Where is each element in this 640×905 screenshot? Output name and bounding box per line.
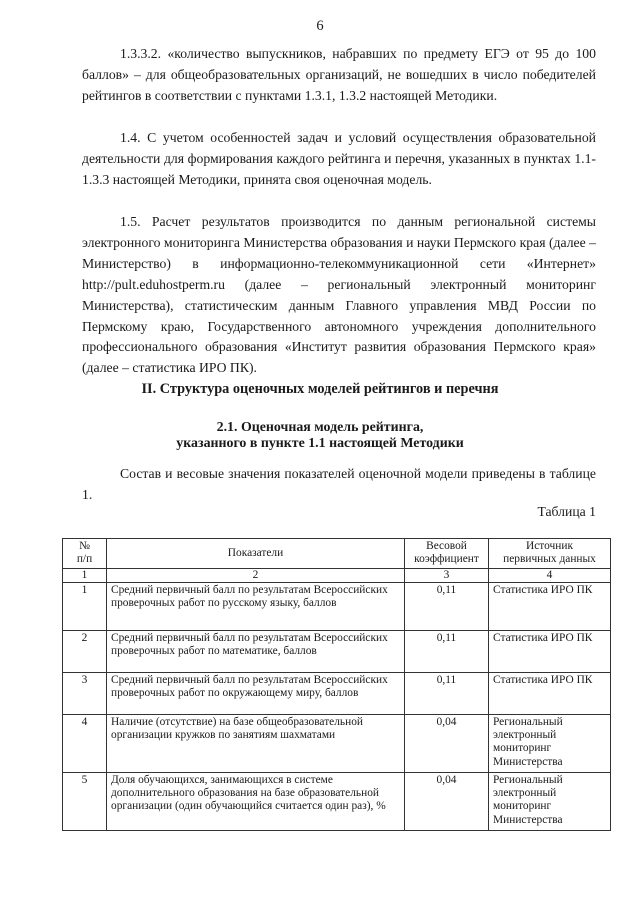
row-number: 4 — [63, 714, 107, 772]
row-source: Статистика ИРО ПК — [489, 582, 611, 630]
row-source: Статистика ИРО ПК — [489, 672, 611, 714]
row-indicator: Доля обучающихся, занимающихся в системе дополнительного образования на базе образовательной организации (один обучающийся считается один раз), % — [107, 772, 405, 830]
intro-text: Состав и весовые значения показателей оценочной модели приведены в таблице 1. — [82, 466, 596, 502]
table-row — [63, 672, 611, 714]
header-source-line-1: Источник — [526, 540, 573, 552]
table-row — [63, 630, 611, 672]
header-number-line-1: № — [79, 540, 90, 552]
row-weight: 0,04 — [405, 714, 489, 772]
subsection-heading — [0, 420, 640, 452]
header-source-line-2: первичных данных — [503, 553, 596, 566]
row-weight: 0,11 — [405, 672, 489, 714]
row-indicator: Средний первичный балл по результатам Всероссийских проверочных работ по окружающему миру, баллов — [107, 672, 405, 714]
row-number: 1 — [63, 582, 107, 630]
row-weight: 0,11 — [405, 582, 489, 630]
row-number: 2 — [63, 630, 107, 672]
row-indicator: Средний первичный балл по результатам Всероссийских проверочных работ по математике, баллов — [107, 630, 405, 672]
paragraph-1-5 — [82, 212, 596, 379]
indicators-table — [62, 538, 611, 831]
column-number-row — [63, 568, 611, 582]
table-header-row — [63, 539, 611, 569]
header-indicator: Показатели — [107, 539, 405, 569]
table-row — [63, 714, 611, 772]
row-source: Региональный электронный мониторинг Министерства — [489, 772, 611, 830]
page-number: 6 — [316, 18, 324, 34]
header-number — [63, 539, 107, 569]
header-weight — [405, 539, 489, 569]
column-number-cell: 4 — [489, 568, 611, 582]
column-number-cell: 3 — [405, 568, 489, 582]
subsection-heading-line-1: 2.1. Оценочная модель рейтинга, — [216, 420, 424, 435]
header-weight-line-2: коэффициент — [414, 553, 479, 566]
table-intro — [82, 464, 596, 506]
column-number-cell: 1 — [63, 568, 107, 582]
row-indicator: Средний первичный балл по результатам Всероссийских проверочных работ по русскому языку, баллов — [107, 582, 405, 630]
row-source: Региональный электронный мониторинг Министерства — [489, 714, 611, 772]
column-number-cell: 2 — [107, 568, 405, 582]
paragraph-text: 1.3.3.2. «количество выпускников, набравших по предмету ЕГЭ от 95 до 100 баллов» – для общеобразовательных организаций, не вошедших в число победителей рейтингов в соответствии с пунктами 1.3.1, 1.3.2 настоящей Методики. — [82, 46, 596, 103]
header-number-line-2: п/п — [76, 553, 93, 566]
paragraph-1-4 — [82, 128, 596, 191]
paragraph-1-3-3-2 — [82, 44, 596, 107]
row-number: 3 — [63, 672, 107, 714]
row-weight: 0,11 — [405, 630, 489, 672]
row-indicator: Наличие (отсутствие) на базе общеобразовательной организации кружков по занятиям шахматами — [107, 714, 405, 772]
table-caption: Таблица 1 — [537, 504, 596, 519]
section-heading: II. Структура оценочных моделей рейтингов и перечня — [141, 381, 499, 397]
table-row — [63, 772, 611, 830]
row-source: Статистика ИРО ПК — [489, 630, 611, 672]
row-number: 5 — [63, 772, 107, 830]
table-row — [63, 582, 611, 630]
paragraph-text: 1.5. Расчет результатов производится по данным региональной системы электронного мониторинга Министерства образования и науки Пермского края (далее – Министерство) в информационно-телекоммуникационной сети «Интернет» http://pult.eduhostperm.ru (далее – региональный электронный мониторинг Министерства), статистическим данным Главного управления МВД России по Пермскому краю, Государственного автономного учреждения дополнительного профессионального образования «Институт развития образования Пермского края» (далее – статистика ИРО ПК). — [82, 214, 596, 376]
header-source — [489, 539, 611, 569]
header-weight-line-1: Весовой — [426, 540, 467, 552]
subsection-heading-line-2: указанного в пункте 1.1 настоящей Методики — [176, 436, 464, 451]
row-weight: 0,04 — [405, 772, 489, 830]
paragraph-text: 1.4. С учетом особенностей задач и условий осуществления образовательной деятельности для формирования каждого рейтинга и перечня, указанных в пунктах 1.1-1.3.3 настоящей Методики, принята своя оценочная модель. — [82, 130, 596, 187]
